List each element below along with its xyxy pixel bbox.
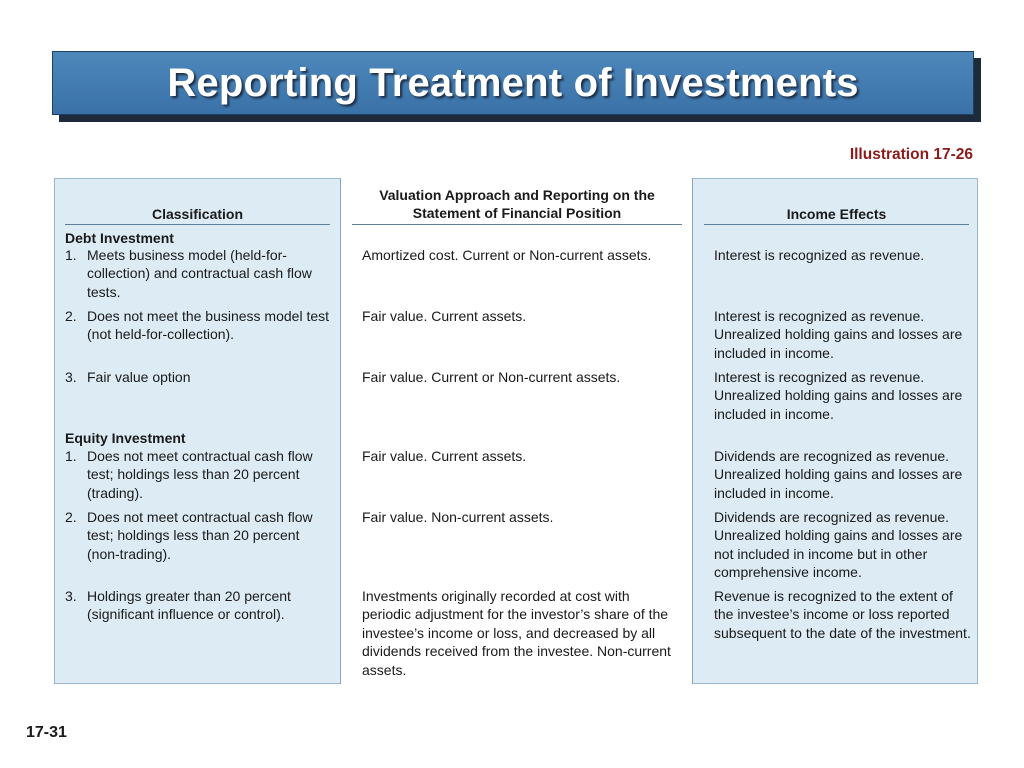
row-number: 1. xyxy=(65,448,77,464)
table-row xyxy=(65,447,330,502)
table-row xyxy=(65,246,330,301)
row-classification: Does not meet the business model test (not held-for-collection). xyxy=(87,308,330,343)
row-income-effects: Dividends are recognized as revenue. Unrealized holding gains and losses are not included in income but in other comprehensive income. xyxy=(714,509,963,581)
row-valuation: Fair value. Non-current assets. xyxy=(362,509,554,525)
illustration-label: Illustration 17-26 xyxy=(849,146,973,163)
row-valuation: Amortized cost. Current or Non-current assets. xyxy=(362,247,652,263)
header-valuation: Valuation Approach and Reporting on the Statement of Financial Position xyxy=(379,187,655,221)
row-valuation: Investments originally recorded at cost with periodic adjustment for the investor’s share of the investee’s income or loss, and decreased by all dividends received from the investee. Non-current assets. xyxy=(362,588,671,678)
row-income-effects: Interest is recognized as revenue. Unrealized holding gains and losses are included in income. xyxy=(714,369,963,422)
header-rule-valuation xyxy=(352,224,682,225)
table-row xyxy=(65,307,330,344)
row-classification: Holdings greater than 20 percent (significant influence or control). xyxy=(87,588,291,623)
page-title: Reporting Treatment of Investments xyxy=(167,60,859,105)
header-income-effects: Income Effects xyxy=(786,206,887,222)
row-number: 2. xyxy=(65,308,77,324)
table-row xyxy=(65,587,330,624)
row-number: 3. xyxy=(65,588,77,604)
row-classification: Does not meet contractual cash flow test; holdings less than 20 percent (non-trading). xyxy=(87,509,313,562)
row-income-effects: Interest is recognized as revenue. xyxy=(714,247,925,263)
row-valuation: Fair value. Current assets. xyxy=(362,448,527,464)
row-income-effects: Interest is recognized as revenue. Unrealized holding gains and losses are included in income. xyxy=(714,308,963,361)
investment-table xyxy=(54,178,978,684)
section-debt-investment: Debt Investment xyxy=(65,230,174,246)
title-banner xyxy=(52,51,974,115)
section-equity-investment: Equity Investment xyxy=(65,430,186,446)
page-number: 17-31 xyxy=(26,724,67,741)
row-valuation: Fair value. Current assets. xyxy=(362,308,527,324)
row-number: 2. xyxy=(65,509,77,525)
row-income-effects: Revenue is recognized to the extent of the investee’s income or loss reported subsequent to the date of the investment. xyxy=(714,588,971,641)
table-row xyxy=(65,368,330,386)
table-row xyxy=(65,508,330,563)
row-classification: Meets business model (held-for-collection) and contractual cash flow tests. xyxy=(87,247,312,300)
row-number: 1. xyxy=(65,247,77,263)
header-rule-classification xyxy=(65,224,330,225)
row-income-effects: Dividends are recognized as revenue. Unrealized holding gains and losses are included in income. xyxy=(714,448,963,501)
row-classification: Fair value option xyxy=(87,369,191,385)
row-number: 3. xyxy=(65,369,77,385)
header-rule-income xyxy=(704,224,969,225)
header-classification: Classification xyxy=(151,206,244,222)
row-valuation: Fair value. Current or Non-current assets. xyxy=(362,369,621,385)
row-classification: Does not meet contractual cash flow test; holdings less than 20 percent (trading). xyxy=(87,448,313,501)
